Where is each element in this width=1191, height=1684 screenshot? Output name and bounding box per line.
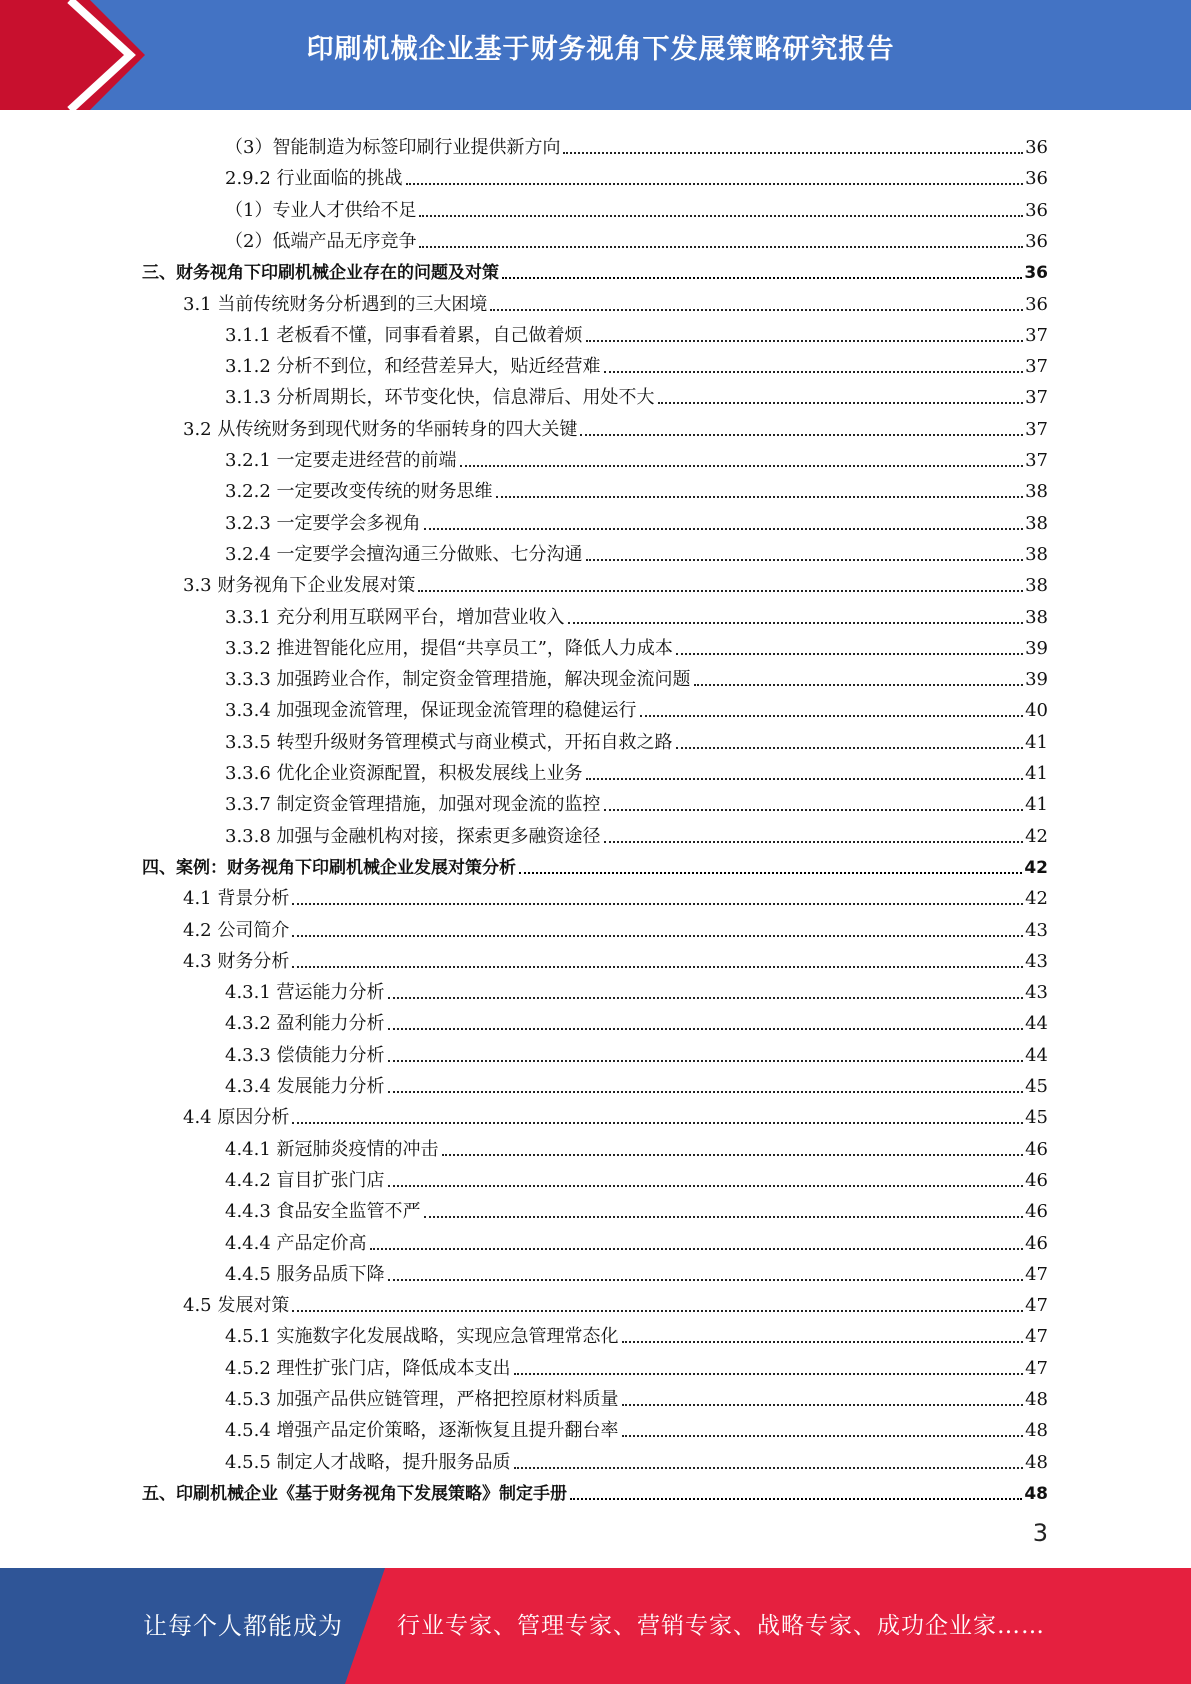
- toc-entry[interactable]: [225, 785, 1048, 816]
- toc-dot-leader: [580, 434, 1023, 436]
- header-title: 印刷机械企业基于财务视角下发展策略研究报告: [306, 34, 895, 65]
- toc-entry[interactable]: [183, 1286, 1048, 1317]
- toc-dot-leader: [570, 1498, 1022, 1500]
- toc-entry-page: 38: [1025, 481, 1048, 503]
- toc-dot-leader: [292, 966, 1023, 968]
- toc-entry-label: 4.4.3 食品安全监管不严: [225, 1201, 421, 1223]
- toc-entry-label: 3.1.1 老板看不懂，同事看着累，自己做着烦: [225, 324, 583, 346]
- toc-entry[interactable]: [225, 128, 1048, 159]
- toc-dot-leader: [370, 1248, 1024, 1250]
- toc-entry[interactable]: [225, 629, 1048, 660]
- toc-entry-page: 48: [1025, 1420, 1048, 1442]
- toc-dot-leader: [388, 1279, 1024, 1281]
- toc-dot-leader: [622, 1435, 1024, 1437]
- toc-entry[interactable]: [225, 1255, 1048, 1286]
- toc-entry-label: 4.3 财务分析: [183, 950, 290, 972]
- toc-entry-page: 47: [1025, 1326, 1048, 1348]
- toc-entry-label: 4.4.1 新冠肺炎疫情的冲击: [225, 1138, 439, 1160]
- toc-entry-page: 43: [1025, 982, 1048, 1004]
- toc-entry-label: 4.2 公司简介: [183, 919, 290, 941]
- toc-entry-label: 3.2 从传统财务到现代财务的华丽转身的四大关键: [183, 418, 578, 440]
- toc-entry-page: 47: [1025, 1357, 1048, 1379]
- toc-entry-page: 36: [1025, 293, 1048, 315]
- toc-entry-label: 4.3.4 发展能力分析: [225, 1076, 385, 1097]
- toc-entry-page: 44: [1025, 1044, 1048, 1066]
- toc-dot-leader: [604, 809, 1024, 811]
- toc-entry[interactable]: [225, 347, 1048, 378]
- toc-entry-page: 47: [1025, 1263, 1048, 1285]
- toc-dot-leader: [419, 215, 1023, 217]
- toc-entry[interactable]: [225, 723, 1048, 754]
- toc-dot-leader: [640, 715, 1024, 717]
- toc-entry-label: 3.2.4 一定要学会擅沟通三分做账、七分沟通: [225, 543, 583, 565]
- toc-entry-page: 46: [1025, 1201, 1048, 1223]
- footer-slogan-left: 让每个人都能成为: [143, 1612, 343, 1640]
- toc-entry-page: 45: [1025, 1107, 1048, 1129]
- toc-entry-page: 47: [1025, 1295, 1048, 1317]
- toc-entry[interactable]: [225, 754, 1048, 785]
- toc-dot-leader: [514, 1373, 1024, 1375]
- toc-entry-label: 4.5.4 增强产品定价策略，逐渐恢复且提升翻台率: [225, 1420, 619, 1442]
- toc-dot-leader: [292, 1310, 1023, 1312]
- toc-dot-leader: [442, 1154, 1024, 1156]
- toc-entry-page: 45: [1025, 1076, 1048, 1097]
- toc-entry-label: 3.3.1 充分利用互联网平台，增加营业收入: [225, 606, 565, 628]
- toc-entry[interactable]: [225, 1443, 1048, 1474]
- toc-entry-label: （3）智能制造为标签印刷行业提供新方向: [225, 137, 561, 158]
- toc-entry-label: 4.5.5 制定人才战略，提升服务品质: [225, 1451, 511, 1473]
- toc-entry[interactable]: [225, 191, 1048, 222]
- toc-entry-label: 4.1 背景分析: [183, 888, 290, 910]
- toc-entry-page: 48: [1024, 1483, 1048, 1504]
- toc-entry-page: 36: [1025, 168, 1048, 190]
- toc-dot-leader: [563, 152, 1023, 154]
- toc-entry-label: 4.5.1 实施数字化发展战略，实现应急管理常态化: [225, 1326, 619, 1348]
- toc-entry-page: 38: [1025, 606, 1048, 628]
- toc-entry-label: 4.3.1 营运能力分析: [225, 982, 385, 1004]
- toc-entry-label: 4.3.2 盈利能力分析: [225, 1013, 385, 1035]
- toc-entry-page: 39: [1025, 637, 1048, 659]
- toc-entry-label: 3.1.3 分析周期长，环节变化快，信息滞后、用处不大: [225, 387, 655, 409]
- toc-dot-leader: [490, 309, 1023, 311]
- toc-dot-leader: [694, 684, 1024, 686]
- toc-dot-leader: [676, 653, 1023, 655]
- toc-entry-label: 3.3.6 优化企业资源配置，积极发展线上业务: [225, 763, 583, 784]
- toc-entry-page: 46: [1025, 1169, 1048, 1191]
- toc-dot-leader: [292, 935, 1023, 937]
- toc-entry-label: 4.5 发展对策: [183, 1295, 290, 1317]
- toc-entry-label: 3.3.4 加强现金流管理，保证现金流管理的稳健运行: [225, 700, 637, 722]
- toc-entry-label: 3.1 当前传统财务分析遇到的三大困境: [183, 293, 488, 315]
- toc-dot-leader: [604, 841, 1024, 843]
- toc-entry-page: 36: [1025, 137, 1048, 158]
- toc-entry-page: 41: [1025, 763, 1048, 784]
- toc-entry[interactable]: [183, 879, 1048, 910]
- toc-entry[interactable]: [225, 504, 1048, 535]
- toc-entry-label: 3.3.2 推进智能化应用，提倡“共享员工”，降低人力成本: [225, 637, 673, 659]
- toc-entry[interactable]: [225, 441, 1048, 472]
- toc-entry-page: 48: [1025, 1389, 1048, 1410]
- footer-slogan-right: 行业专家、管理专家、营销专家、战略专家、成功企业家……: [397, 1613, 1045, 1639]
- toc-dot-leader: [496, 496, 1024, 498]
- toc-dot-leader: [676, 747, 1024, 749]
- toc-entry[interactable]: [225, 1224, 1048, 1255]
- toc-entry-label: （2）低端产品无序竞争: [225, 230, 417, 252]
- toc-entry-page: 38: [1025, 512, 1048, 534]
- toc-dot-leader: [388, 1091, 1024, 1093]
- toc-dot-leader: [568, 622, 1024, 624]
- toc-entry[interactable]: [225, 691, 1048, 722]
- toc-entry-page: 42: [1024, 857, 1048, 878]
- toc-dot-leader: [292, 903, 1023, 905]
- toc-entry[interactable]: [225, 1317, 1048, 1348]
- toc-entry-page: 46: [1025, 1138, 1048, 1160]
- toc-entry-page: 44: [1025, 1013, 1048, 1035]
- toc-entry[interactable]: [225, 1380, 1048, 1411]
- toc-entry-page: 41: [1025, 794, 1048, 816]
- toc-dot-leader: [586, 559, 1024, 561]
- toc-entry-label: 3.2.1 一定要走进经营的前端: [225, 450, 457, 471]
- toc-entry[interactable]: [225, 817, 1048, 848]
- toc-entry[interactable]: [225, 1161, 1048, 1192]
- toc-entry-page: 36: [1024, 263, 1048, 284]
- toc-entry[interactable]: [183, 410, 1048, 441]
- toc-dot-leader: [460, 465, 1024, 467]
- toc-entry[interactable]: [225, 1067, 1048, 1098]
- toc-dot-leader: [586, 778, 1024, 780]
- toc-entry-page: 43: [1025, 950, 1048, 972]
- toc-entry-page: 48: [1025, 1451, 1048, 1473]
- toc-entry-label: 三、财务视角下印刷机械企业存在的问题及对策: [142, 263, 499, 284]
- toc-entry-page: 37: [1025, 450, 1048, 471]
- toc-entry-page: 38: [1025, 543, 1048, 565]
- toc-dot-leader: [658, 402, 1024, 404]
- header-red-chevron-icon: [0, 0, 160, 110]
- toc-entry-page: 42: [1025, 825, 1048, 847]
- toc-entry[interactable]: [225, 472, 1048, 503]
- toc-entry[interactable]: [225, 1004, 1048, 1035]
- toc-dot-leader: [622, 1404, 1024, 1406]
- toc-entry[interactable]: [225, 598, 1048, 629]
- toc-entry-page: 42: [1025, 888, 1048, 910]
- toc-entry-page: 41: [1025, 731, 1048, 753]
- toc-dot-leader: [406, 183, 1024, 185]
- toc-entry-page: 46: [1025, 1232, 1048, 1254]
- toc-entry[interactable]: [142, 1474, 1048, 1505]
- page-header: [0, 0, 1191, 110]
- toc-entry[interactable]: [142, 848, 1048, 879]
- toc-dot-leader: [586, 340, 1024, 342]
- toc-entry-label: 3.2.2 一定要改变传统的财务思维: [225, 481, 493, 503]
- toc-dot-leader: [622, 1341, 1024, 1343]
- toc-entry-label: 四、案例：财务视角下印刷机械企业发展对策分析: [142, 857, 516, 878]
- toc-entry-label: 4.5.2 理性扩张门店，降低成本支出: [225, 1357, 511, 1379]
- toc-entry-page: 36: [1025, 199, 1048, 221]
- toc-entry-label: 4.4.2 盲目扩张门店: [225, 1169, 385, 1191]
- toc-entry-page: 36: [1025, 230, 1048, 252]
- toc-entry-page: 38: [1025, 575, 1048, 597]
- toc-dot-leader: [419, 246, 1023, 248]
- toc-entry[interactable]: [183, 1098, 1048, 1129]
- toc-entry-label: 4.4 原因分析: [183, 1107, 290, 1129]
- toc-dot-leader: [388, 997, 1024, 999]
- toc-dot-leader: [424, 1216, 1024, 1218]
- toc-dot-leader: [514, 1467, 1024, 1469]
- toc-entry-label: （1）专业人才供给不足: [225, 199, 417, 221]
- toc-entry[interactable]: [225, 1192, 1048, 1223]
- toc-entry-page: 37: [1025, 324, 1048, 346]
- toc-entry-label: 3.3.8 加强与金融机构对接，探索更多融资途径: [225, 825, 601, 847]
- toc-entry[interactable]: [225, 1130, 1048, 1161]
- toc-dot-leader: [388, 1060, 1024, 1062]
- toc-entry-label: 3.3.5 转型升级财务管理模式与商业模式，开拓自救之路: [225, 731, 673, 753]
- toc-entry[interactable]: [225, 378, 1048, 409]
- toc-dot-leader: [604, 371, 1024, 373]
- toc-dot-leader: [418, 590, 1023, 592]
- toc-dot-leader: [388, 1185, 1024, 1187]
- toc-entry[interactable]: [225, 222, 1048, 253]
- toc-entry-page: 43: [1025, 919, 1048, 941]
- toc-entry[interactable]: [142, 253, 1048, 284]
- toc-entry-label: 4.3.3 偿债能力分析: [225, 1044, 385, 1066]
- toc-entry-label: 3.2.3 一定要学会多视角: [225, 512, 421, 534]
- toc-dot-leader: [388, 1028, 1024, 1030]
- toc-entry[interactable]: [225, 316, 1048, 347]
- toc-entry[interactable]: [183, 911, 1048, 942]
- toc-dot-leader: [519, 872, 1022, 874]
- toc-entry-page: 37: [1025, 387, 1048, 409]
- toc-entry-label: 4.4.5 服务品质下降: [225, 1263, 385, 1285]
- toc-dot-leader: [502, 277, 1022, 279]
- toc-entry[interactable]: [225, 1036, 1048, 1067]
- toc-entry[interactable]: [183, 942, 1048, 973]
- toc-entry-label: 3.3 财务视角下企业发展对策: [183, 575, 416, 597]
- toc-entry-page: 37: [1025, 418, 1048, 440]
- toc-entry[interactable]: [225, 660, 1048, 691]
- toc-entry-label: 4.5.3 加强产品供应链管理，严格把控原材料质量: [225, 1389, 619, 1410]
- toc-entry-label: 2.9.2 行业面临的挑战: [225, 168, 403, 190]
- toc-entry-page: 40: [1025, 700, 1048, 722]
- toc-entry[interactable]: [225, 1349, 1048, 1380]
- toc-dot-leader: [424, 528, 1024, 530]
- toc-entry[interactable]: [183, 285, 1048, 316]
- toc-entry-label: 3.3.3 加强跨业合作，制定资金管理措施，解决现金流问题: [225, 669, 691, 691]
- page-footer: [0, 1568, 1191, 1684]
- toc-entry-label: 五、印刷机械企业《基于财务视角下发展策略》制定手册: [142, 1483, 567, 1504]
- toc-entry-page: 39: [1025, 669, 1048, 691]
- toc-entry-label: 3.3.7 制定资金管理措施，加强对现金流的监控: [225, 794, 601, 816]
- toc-entry-label: 4.4.4 产品定价高: [225, 1232, 367, 1254]
- toc-entry[interactable]: [225, 535, 1048, 566]
- toc-entry[interactable]: [225, 159, 1048, 190]
- toc-entry-page: 37: [1025, 356, 1048, 378]
- toc-entry[interactable]: [183, 566, 1048, 597]
- toc-entry[interactable]: [225, 1411, 1048, 1442]
- toc-dot-leader: [292, 1122, 1023, 1124]
- toc-entry[interactable]: [225, 973, 1048, 1004]
- page-number: 3: [1032, 1519, 1048, 1547]
- toc-entry-label: 3.1.2 分析不到位，和经营差异大，贴近经营难: [225, 356, 601, 378]
